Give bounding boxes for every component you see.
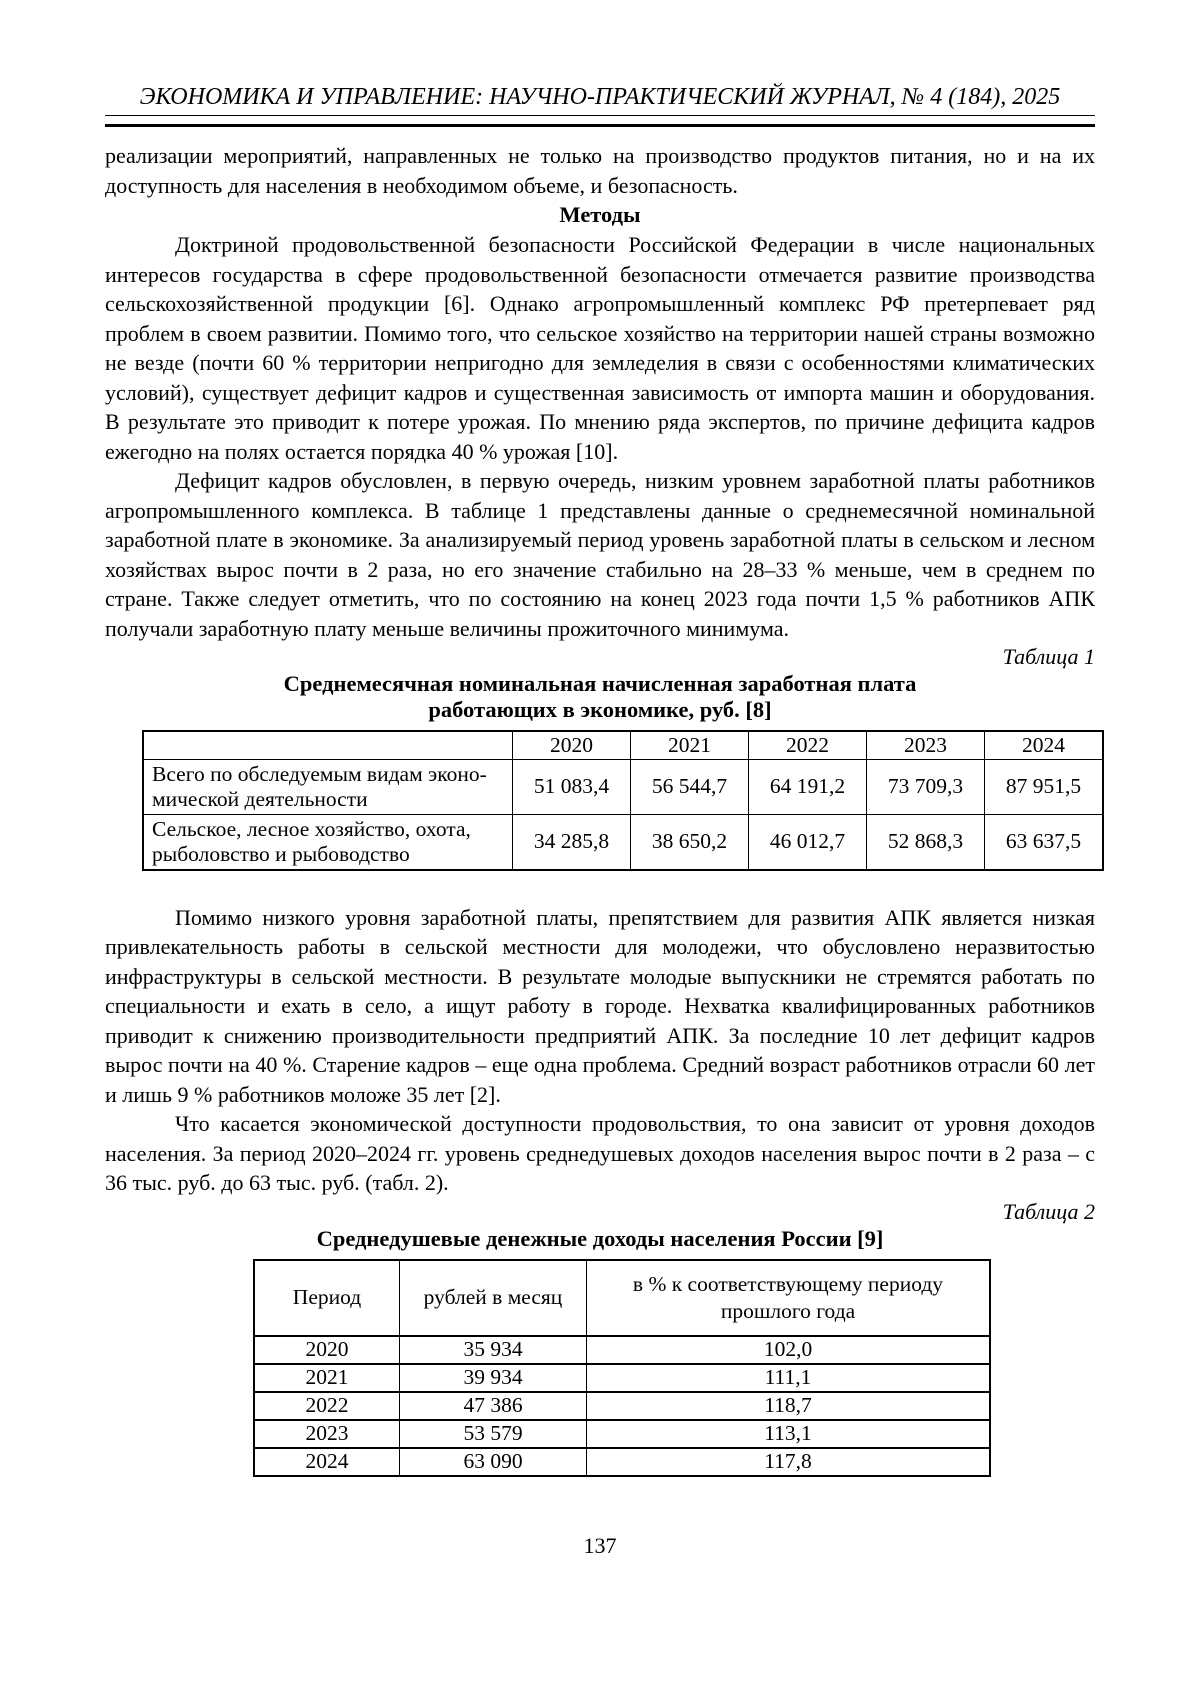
table-2-cell: 35 934 bbox=[400, 1336, 587, 1364]
journal-header-title: ЭКОНОМИКА И УПРАВЛЕНИЕ: НАУЧНО-ПРАКТИЧЕСКИЙ ЖУРНАЛ, № 4 (184), 2025 bbox=[139, 84, 1061, 110]
page-number: 137 bbox=[583, 1532, 617, 1558]
paragraph-intro: реализации мероприятий, направленных не только на производство продуктов питания, но и на их доступность для населения в необходимом объеме, и безопасность. bbox=[105, 143, 1095, 198]
table-2-body bbox=[254, 1336, 990, 1476]
table-1-row-1-label: Всего по обследуемым видам экономической деятельности bbox=[143, 759, 513, 814]
table-row bbox=[143, 814, 1103, 870]
table-2-head bbox=[254, 1260, 990, 1336]
table-1-col-empty bbox=[143, 731, 513, 759]
table-1-label: Таблица 1 bbox=[1002, 644, 1095, 669]
table-2 bbox=[253, 1259, 991, 1477]
table-2-header-row bbox=[254, 1260, 990, 1336]
table-1-body bbox=[143, 759, 1103, 870]
table-1-row-1-value: 56 544,7 bbox=[631, 759, 749, 814]
table-2-title: Среднедушевые денежные доходы населения России [9] bbox=[316, 1225, 884, 1251]
table-1-col-2022: 2022 bbox=[749, 731, 867, 759]
table-2-cell: 111,1 bbox=[587, 1364, 991, 1392]
paragraph-deficit: Дефицит кадров обусловлен, в первую очередь, низким уровнем заработной платы работников агропромышленного комплекса. В таблице 1 представлены данные о среднемесячной номинальной заработной плате в экономике. За анализируемый период уровень заработной платы в сельском и лесном хозяйствах вырос почти в 2 раза, но его значение стабильно на 28–33 % меньше, чем в среднем по стране. Также следует отметить, что по состоянию на конец 2023 года почти 1,5 % работников АПК получали заработную плату меньше величины прожиточного минимума. bbox=[105, 468, 1095, 641]
table-row bbox=[254, 1392, 990, 1420]
table-2-cell: 2020 bbox=[254, 1336, 400, 1364]
table-2-cell: 63 090 bbox=[400, 1448, 587, 1476]
table-1-row-2-value: 38 650,2 bbox=[631, 814, 749, 870]
spacer bbox=[105, 871, 1095, 903]
table-2-cell: 47 386 bbox=[400, 1392, 587, 1420]
table-1-row-1-value: 87 951,5 bbox=[985, 759, 1104, 814]
table-2-cell: 39 934 bbox=[400, 1364, 587, 1392]
table-2-label: Таблица 2 bbox=[1002, 1198, 1095, 1224]
table-1-col-2023: 2023 bbox=[867, 731, 985, 759]
table-2-col-percent: в % к соответствующему периоду прошлого года bbox=[587, 1260, 991, 1336]
table-2-cell: 2023 bbox=[254, 1420, 400, 1448]
paragraph-attractiveness: Помимо низкого уровня заработной платы, препятствием для развития АПК является низкая привлекательность работы в сельской местности для молодежи, что обусловлено неразвитостью инфраструктуры в сельской местности. В результате молодые выпускники не стремятся работать по специальности и ехать в село, а ищут работу в городе. Нехватка квалифицированных работников приводит к снижению производительности предприятий АПК. За последние 10 лет дефицит кадров вырос почти на 40 %. Старение кадров – еще одна проблема. Средний возраст работников отрасли 60 лет и лишь 9 % работников моложе 35 лет [2]. bbox=[105, 904, 1095, 1107]
table-row bbox=[254, 1336, 990, 1364]
table-1-title bbox=[105, 671, 1095, 723]
table-1-row-2-label: Сельское, лесное хозяйство, охота, рыболовство и рыбоводство bbox=[143, 814, 513, 870]
table-2-cell: 113,1 bbox=[587, 1420, 991, 1448]
paragraph-incomes: Что касается экономической доступности продовольствия, то она зависит от уровня доходов населения. За период 2020–2024 гг. уровень среднедушевых доходов населения вырос почти в 2 раза – с 36 тыс. руб. до 63 тыс. руб. (табл. 2). bbox=[105, 1111, 1095, 1195]
table-1-row-2-value: 63 637,5 bbox=[985, 814, 1104, 870]
table-row bbox=[254, 1420, 990, 1448]
table-1-header-row bbox=[143, 731, 1103, 759]
table-row bbox=[254, 1364, 990, 1392]
table-1-row-2-value: 34 285,8 bbox=[513, 814, 631, 870]
table-1-row-1-value: 64 191,2 bbox=[749, 759, 867, 814]
spacer bbox=[105, 1477, 1095, 1533]
table-row bbox=[143, 759, 1103, 814]
table-2-cell: 2024 bbox=[254, 1448, 400, 1476]
table-1-col-2021: 2021 bbox=[631, 731, 749, 759]
table-1-row-1-value: 51 083,4 bbox=[513, 759, 631, 814]
table-1-head bbox=[143, 731, 1103, 759]
table-1-title-line-1: Среднемесячная номинальная начисленная заработная плата bbox=[283, 671, 917, 696]
table-1-row-1-value: 73 709,3 bbox=[867, 759, 985, 814]
table-2-cell: 117,8 bbox=[587, 1448, 991, 1476]
header-double-rule bbox=[105, 115, 1095, 127]
table-1-row-2-value: 52 868,3 bbox=[867, 814, 985, 870]
table-1-col-2020: 2020 bbox=[513, 731, 631, 759]
table-1-title-line-2: работающих в экономике, руб. [8] bbox=[428, 697, 772, 722]
table-2-cell: 118,7 bbox=[587, 1392, 991, 1420]
section-heading-methods: Методы bbox=[559, 202, 641, 227]
table-2-cell: 2022 bbox=[254, 1392, 400, 1420]
table-row bbox=[254, 1448, 990, 1476]
table-1-col-2024: 2024 bbox=[985, 731, 1104, 759]
table-1-row-2-value: 46 012,7 bbox=[749, 814, 867, 870]
paragraph-doctrine: Доктриной продовольственной безопасности Российской Федерации в числе национальных интересов государства в сфере продовольственной безопасности отмечается развитие производства сельскохозяйственной продукции [6]. Однако агропромышленный комплекс РФ претерпевает ряд проблем в своем развитии. Помимо того, что сельское хозяйство на территории нашей страны возможно не везде (почти 60 % территории непригодно для земледелия в связи с особенностями климатических условий), существует дефицит кадров и существенная зависимость от импорта машин и оборудования. В результате это приводит к потере урожая. По мнению ряда экспертов, по причине дефицита кадров ежегодно на полях остается порядка 40 % урожая [10]. bbox=[105, 232, 1095, 464]
table-1 bbox=[142, 730, 1104, 871]
table-2-col-period: Период bbox=[254, 1260, 400, 1336]
table-2-col-rub: рублей в месяц bbox=[400, 1260, 587, 1336]
table-2-cell: 53 579 bbox=[400, 1420, 587, 1448]
table-2-cell: 102,0 bbox=[587, 1336, 991, 1364]
table-2-cell: 2021 bbox=[254, 1364, 400, 1392]
